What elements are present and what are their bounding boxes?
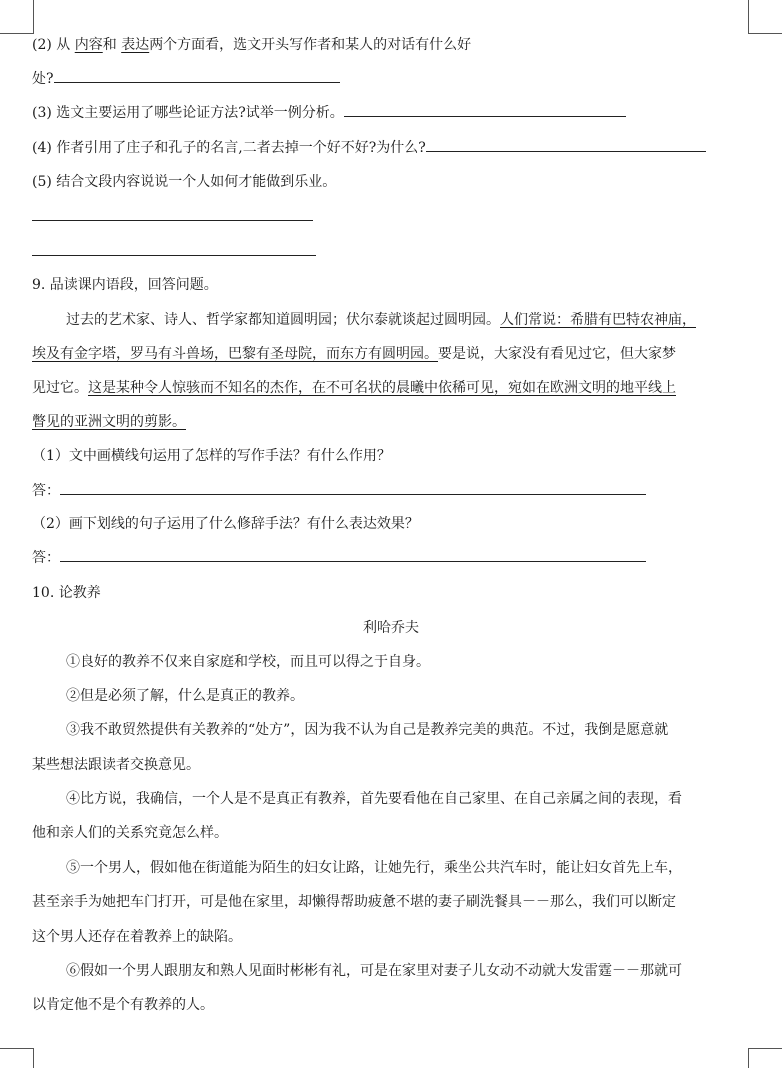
q9-passage-text: 见过它。 xyxy=(32,380,88,396)
crop-mark xyxy=(33,1048,34,1068)
q8-sub2-underlined-expression: 表达 xyxy=(121,37,150,53)
q10-paragraph: ④比方说，我确信，一个人是不是真正有教养，首先要看他在自己家里、在自己亲属之间的表现，看 xyxy=(66,791,682,807)
answer-line[interactable] xyxy=(32,220,313,221)
q8-sub4 xyxy=(32,137,706,157)
q9-answer1 xyxy=(32,480,646,500)
q10-paragraph: 他和亲人们的关系究竟怎么样。 xyxy=(32,825,228,841)
answer-blank[interactable] xyxy=(344,102,626,117)
q8-sub5 xyxy=(32,171,336,191)
q10-paragraph: 甚至亲手为她把车门打开，可是他在家里，却懒得帮助疲惫不堪的妻子刷洗餐具－－那么，我们可以断定 xyxy=(32,894,676,910)
q10-author: 利哈乔夫 xyxy=(363,620,419,636)
q8-sub2-cont-text: 处? xyxy=(32,71,54,87)
q10-heading: 10. 论教养 xyxy=(32,585,101,601)
crop-mark xyxy=(33,0,34,34)
answer-line[interactable] xyxy=(32,255,316,256)
crop-mark xyxy=(0,1048,34,1049)
q10-paragraph: ①良好的教养不仅来自家庭和学校，而且可以得之于自身。 xyxy=(66,654,430,670)
q9-passage-line xyxy=(32,411,747,431)
crop-mark xyxy=(748,1048,749,1068)
q9-passage-text: 过去的艺术家、诗人、哲学家都知道圆明园；伏尔泰就谈起过圆明园。 xyxy=(66,312,500,328)
q10-paragraph: ⑥假如一个男人跟朋友和熟人见面时彬彬有礼，可是在家里对妻子儿女动不动就大发雷霆－－那就可 xyxy=(66,963,682,979)
q8-sub3-text: (3) 选文主要运用了哪些论证方法?试举一例分析。 xyxy=(32,105,344,121)
q9-passage-line xyxy=(66,309,747,329)
answer-blank[interactable] xyxy=(60,480,646,495)
answer-label: 答： xyxy=(32,550,60,566)
q9-underlined-sentence: 这是某种令人惊骇而不知名的杰作，在不可名状的晨曦中依稀可见，宛如在欧洲文明的地平线上 xyxy=(88,380,676,396)
answer-blank[interactable] xyxy=(426,137,706,152)
q10-paragraph: 某些想法跟读者交换意见。 xyxy=(32,757,200,773)
q8-sub2-text: 两个方面看，选文开头写作者和某人的对话有什么好 xyxy=(149,37,472,53)
q8-sub2-text: (2) 从 xyxy=(32,37,75,53)
q8-sub2-continued xyxy=(32,68,340,88)
q9-passage-line xyxy=(32,377,747,397)
q9-underlined-sentence: 瞥见的亚洲文明的剪影。 xyxy=(32,414,186,430)
crop-mark xyxy=(0,33,34,34)
q8-sub2-underlined-content: 内容 xyxy=(74,37,103,53)
crop-mark xyxy=(748,33,782,34)
q9-answer2 xyxy=(32,547,646,567)
answer-blank[interactable] xyxy=(60,547,646,562)
q9-underlined-sentence: 人们常说：希腊有巴特农神庙， xyxy=(500,312,696,328)
answer-blank[interactable] xyxy=(54,68,340,83)
q9-passage-text: 要是说，大家没有看见过它，但大家梦 xyxy=(438,346,676,362)
crop-mark xyxy=(748,1048,782,1049)
q9-heading: 9. 品读课内语段，回答问题。 xyxy=(32,277,218,293)
q10-paragraph: ⑤一个男人，假如他在街道能为陌生的妇女让路，让她先行，乘坐公共汽车时，能让妇女首先上车， xyxy=(66,860,682,876)
q8-sub4-text: (4) 作者引用了庄子和孔子的名言,二者去掉一个好不好?为什么? xyxy=(32,140,426,156)
q9-passage-line xyxy=(32,343,747,363)
q8-sub3 xyxy=(32,102,626,122)
q10-paragraph: ③我不敢贸然提供有关教养的“处方”，因为我不认为自己是教养完美的典范。不过，我倒是愿意就 xyxy=(66,722,669,738)
q9-underlined-sentence: 埃及有金字塔，罗马有斗兽场，巴黎有圣母院，而东方有圆明园。 xyxy=(32,346,438,362)
q8-sub2 xyxy=(32,34,471,54)
q10-paragraph: ②但是必须了解，什么是真正的教养。 xyxy=(66,688,304,704)
q8-sub2-text: 和 xyxy=(102,37,122,53)
q8-sub5-text: (5) 结合文段内容说说一个人如何才能做到乐业。 xyxy=(32,174,337,190)
q9-sub1: （1）文中画横线句运用了怎样的写作手法？有什么作用？ xyxy=(32,448,391,464)
q9-sub2: （2）画下划线的句子运用了什么修辞手法？有什么表达效果？ xyxy=(32,516,419,532)
q10-paragraph: 这个男人还存在着教养上的缺陷。 xyxy=(32,929,242,945)
answer-label: 答： xyxy=(32,483,60,499)
q10-paragraph: 以肯定他不是个有教养的人。 xyxy=(32,997,214,1013)
crop-mark xyxy=(748,0,749,34)
